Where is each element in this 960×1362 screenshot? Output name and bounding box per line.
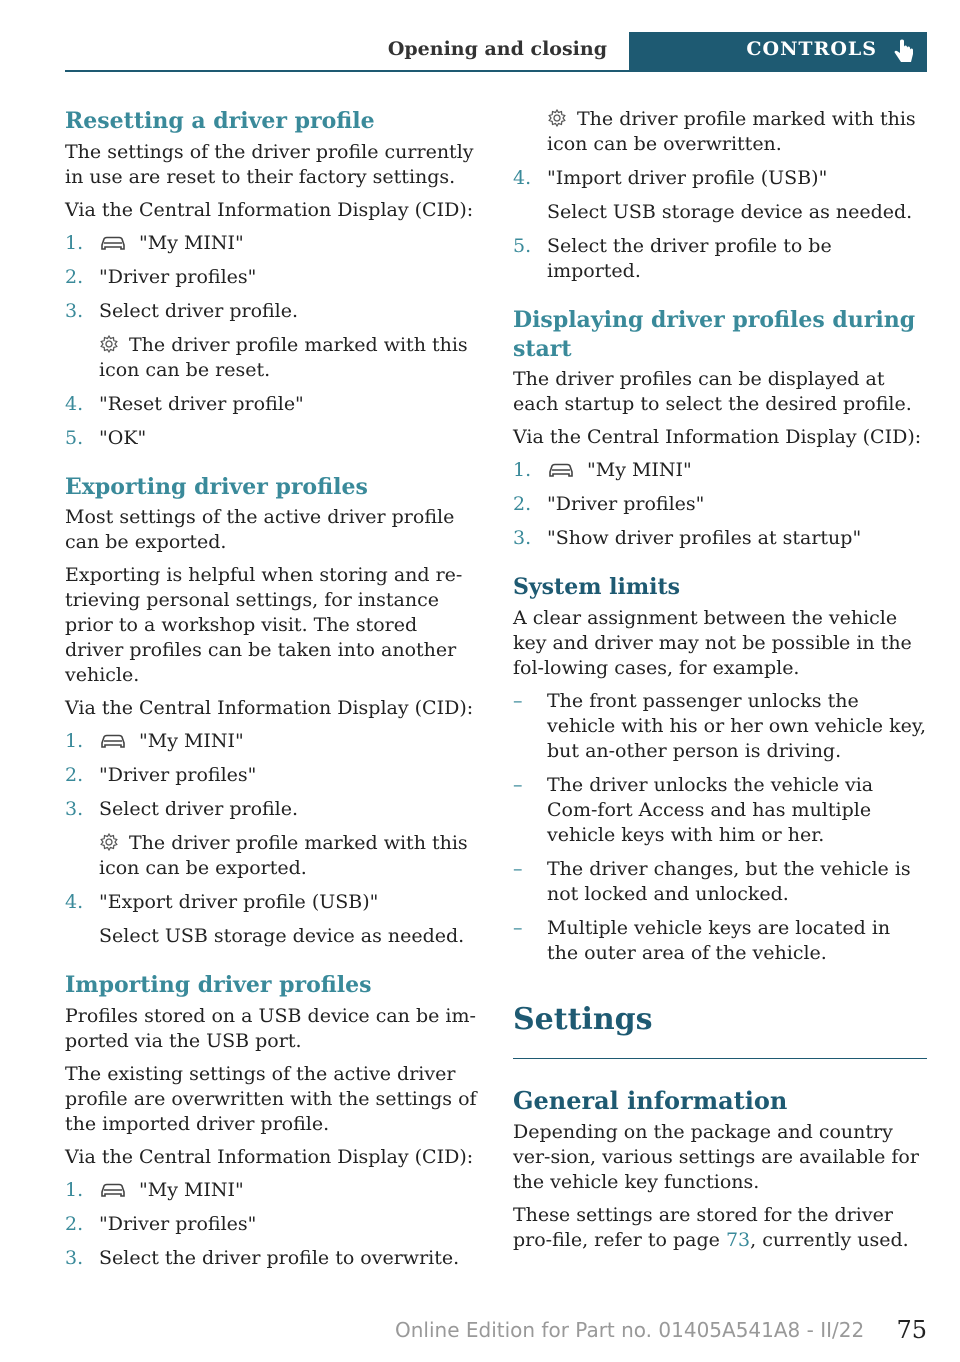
step-number: 3. xyxy=(65,1246,84,1269)
step-text: "Driver profiles" xyxy=(547,493,705,516)
reset-steps-cont xyxy=(65,392,477,451)
step-number: 2. xyxy=(65,764,84,787)
reset-icon-note xyxy=(99,333,477,383)
chapter-label: CONTROLS xyxy=(746,38,877,60)
limits-intro: A clear assignment between the vehicle key and driver may not be possible in the fol‐lowing cases, for example. xyxy=(513,606,912,679)
bullet-text: The front passenger unlocks the vehicle with his or her own vehicle key, but an‐other person is driving. xyxy=(547,689,927,762)
list-item xyxy=(65,797,477,822)
gear-icon xyxy=(99,832,119,852)
page-header xyxy=(65,32,927,72)
step-text: "Driver profiles" xyxy=(99,764,257,787)
step-text: "OK" xyxy=(99,426,147,449)
step-number: 3. xyxy=(513,527,532,550)
list-item xyxy=(65,1212,477,1237)
car-icon xyxy=(99,235,127,251)
step-text: "Show driver profiles at startup" xyxy=(547,527,862,550)
import-intro: Profiles stored on a USB device can be im‐ported via the USB port. xyxy=(65,1004,476,1052)
left-column xyxy=(65,107,477,1280)
step-text: "My MINI" xyxy=(139,1178,244,1201)
general-info-title: General information xyxy=(513,1085,788,1115)
list-item xyxy=(513,773,927,848)
import-title: Importing driver profiles xyxy=(65,972,372,999)
list-item xyxy=(513,458,927,483)
import-via-cid: Via the Central Information Display (CID): xyxy=(65,1145,474,1168)
step-number: 4. xyxy=(65,891,84,914)
step-number: 1. xyxy=(65,231,84,254)
gear-icon xyxy=(99,334,119,354)
note-text: The driver profile marked with this icon can be reset. xyxy=(99,333,468,381)
car-icon xyxy=(99,1182,127,1198)
list-item xyxy=(513,689,927,764)
list-item xyxy=(65,426,477,451)
step-text: Select the driver profile to overwrite. xyxy=(99,1246,460,1269)
startup-via-cid: Via the Central Information Display (CID): xyxy=(513,426,922,449)
note-text: The driver profile marked with this icon can be overwritten. xyxy=(547,108,916,155)
list-item xyxy=(65,299,477,324)
list-item xyxy=(65,1178,477,1203)
p2-text-after: , currently used. xyxy=(750,1228,909,1251)
export-usb-note: Select USB storage device as needed. xyxy=(99,925,465,948)
list-item xyxy=(65,763,477,788)
list-item xyxy=(65,231,477,256)
step-text: Select the driver profile to be imported. xyxy=(547,235,832,282)
bullet-dash: – xyxy=(513,857,523,880)
import-icon-note xyxy=(547,107,927,157)
note-text: The driver profile marked with this icon can be exported. xyxy=(99,832,468,880)
bullet-text: The driver unlocks the vehicle via Com‐fort Access and has multiple vehicle keys with him or her. xyxy=(547,773,874,846)
limits-title: System limits xyxy=(513,574,681,601)
bullet-dash: – xyxy=(513,916,523,939)
right-column xyxy=(513,107,927,1261)
bullet-dash: – xyxy=(513,773,523,796)
general-info-p2 xyxy=(513,1203,927,1253)
startup-title: Displaying driver profiles during start xyxy=(513,307,916,362)
step-text: "Driver profiles" xyxy=(99,1212,257,1235)
startup-intro: The driver profiles can be displayed at each startup to select the desired profile. xyxy=(513,368,912,416)
list-item xyxy=(513,526,927,551)
step-number: 5. xyxy=(513,235,532,257)
export-steps xyxy=(65,729,477,822)
list-item xyxy=(65,729,477,754)
step-number: 1. xyxy=(65,1178,84,1201)
gear-icon xyxy=(547,108,567,128)
list-item xyxy=(513,166,927,191)
list-item xyxy=(65,265,477,290)
step-number: 2. xyxy=(65,265,84,288)
reset-steps xyxy=(65,231,477,324)
step-text: "My MINI" xyxy=(139,231,244,254)
page-ref-link[interactable]: 73 xyxy=(725,1228,751,1251)
list-item xyxy=(65,890,477,915)
list-item xyxy=(65,1246,477,1271)
import-steps-cont-2 xyxy=(513,234,927,284)
header-chapter-tab xyxy=(629,32,927,72)
reset-title: Resetting a driver profile xyxy=(65,108,375,134)
step-number: 4. xyxy=(65,392,84,415)
step-text: "Export driver profile (USB)" xyxy=(99,891,379,914)
car-icon xyxy=(547,462,575,478)
import-steps xyxy=(65,1178,477,1271)
step-number: 3. xyxy=(65,798,84,821)
step-number: 1. xyxy=(65,730,84,753)
step-number: 2. xyxy=(513,493,532,516)
p2-text: These settings are stored for the driver pro‐file, refer to page xyxy=(513,1203,893,1251)
export-icon-note xyxy=(99,831,477,881)
bullet-text: Multiple vehicle keys are located in the outer area of the vehicle. xyxy=(547,916,891,964)
reset-intro: The settings of the driver profile currently in use are reset to their factory settings. xyxy=(65,140,474,188)
list-item xyxy=(513,492,927,517)
step-number: 3. xyxy=(65,299,84,322)
list-item xyxy=(513,916,927,966)
car-icon xyxy=(99,733,127,749)
export-intro: Most settings of the active driver profile can be exported. xyxy=(65,506,455,554)
settings-title: Settings xyxy=(513,1001,653,1037)
list-item xyxy=(513,234,927,284)
step-text: "Reset driver profile" xyxy=(99,392,304,415)
pointing-hand-icon xyxy=(891,38,917,66)
step-number: 2. xyxy=(65,1212,84,1235)
bullet-text: The driver changes, but the vehicle is not locked and unlocked. xyxy=(547,857,911,905)
step-number: 5. xyxy=(65,426,84,449)
step-text: "My MINI" xyxy=(587,459,692,482)
import-usb-note: Select USB storage device as needed. xyxy=(547,201,913,223)
import-detail: The existing settings of the active driver profile are overwritten with the settings of the imported driver profile. xyxy=(65,1062,477,1135)
step-number: 4. xyxy=(513,167,532,189)
step-text: "Import driver profile (USB)" xyxy=(547,167,828,189)
limits-list xyxy=(513,689,927,966)
step-text: Select driver profile. xyxy=(99,798,299,821)
general-info-p1: Depending on the package and country ver‐sion, various settings are available for the vehicle key functions. xyxy=(513,1120,919,1193)
import-steps-cont xyxy=(513,166,927,191)
step-text: "Driver profiles" xyxy=(99,265,257,288)
reset-via-cid: Via the Central Information Display (CID): xyxy=(65,198,474,221)
list-item xyxy=(65,392,477,417)
export-steps-cont xyxy=(65,890,477,915)
page-number: 75 xyxy=(896,1316,927,1344)
export-detail: Exporting is helpful when storing and re‐trieving personal settings, for instance prior to a workshop visit. The stored driver profiles can be taken into another vehicle. xyxy=(65,564,463,687)
step-number: 1. xyxy=(513,459,532,482)
export-title: Exporting driver profiles xyxy=(65,473,368,500)
export-via-cid: Via the Central Information Display (CID): xyxy=(65,697,474,720)
header-section-title: Opening and closing xyxy=(387,38,607,60)
footer-edition: Online Edition for Part no. 01405A541A8 - II/22 xyxy=(395,1318,865,1342)
settings-rule xyxy=(513,1058,927,1059)
startup-steps xyxy=(513,458,927,551)
list-item xyxy=(513,857,927,907)
bullet-dash: – xyxy=(513,689,523,712)
step-text: "My MINI" xyxy=(139,730,244,753)
step-text: Select driver profile. xyxy=(99,299,299,322)
